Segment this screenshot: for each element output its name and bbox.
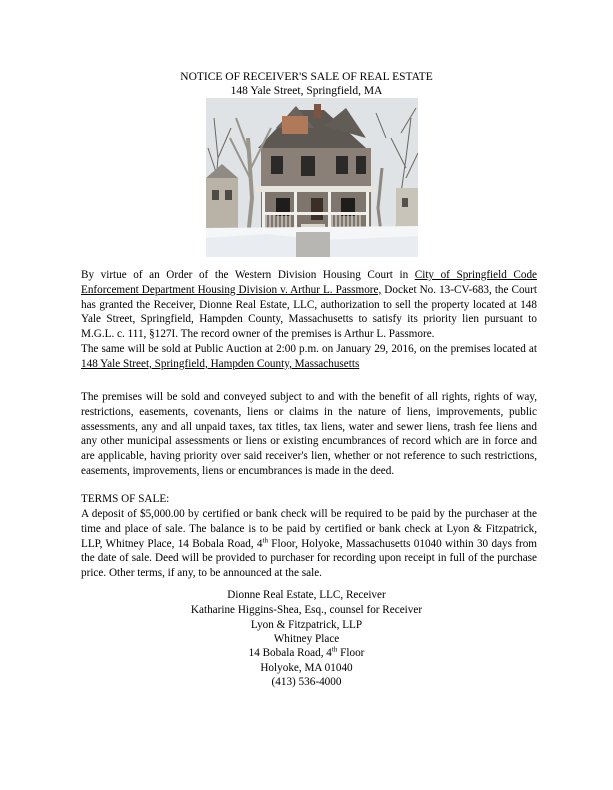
terms-heading: TERMS OF SALE:	[81, 493, 170, 505]
terms-ordinal-suffix: th	[262, 535, 268, 544]
street-part2: Floor	[337, 647, 365, 659]
paragraph-conditions: The premises will be sold and conveyed subject to and with the benefit of all rights, rights of way, restrictions, easements, covenants, liens or claims in the nature of liens, improvements, public assessments, any and all unpaid taxes, tax titles, tax liens, water and sewer liens, trash fee liens and any other municipal assessments or liens or existing encumbrances of record which are in force and are applicable, having priority over said receiver's lien, whether or not reference to such restrictions, easements, improvements, liens or encumbrances is made in the deed.	[81, 391, 537, 477]
signature-place: Whitney Place	[273, 633, 340, 645]
auction-time-text: The same will be sold at Public Auction at 2:00 p.m. on January 29, 2016, on the premises located at	[81, 343, 537, 355]
signature-street	[0, 646, 613, 661]
property-photo	[206, 98, 418, 257]
paragraph-auction	[81, 342, 537, 372]
order-intro-text: By virtue of an Order of the Western Division Housing Court in	[81, 269, 415, 281]
notice-address: 148 Yale Street, Springfield, MA	[230, 85, 383, 97]
order-details-text: Docket No. 13-CV-683, the Court has granted the Receiver, Dionne Real Estate, LLC, authorization to sell the property located at 148 Yale Street, Springfield, Hampden County, Massachusetts to satisfy its priority lien pursuant to M.G.L. c. 111, §127I. The record owner of the premises is Arthur L. Passmore.	[81, 283, 537, 341]
case-name-text: City of Springfield Code Enforcement Department Housing Division v. Arthur L. Passmore,	[81, 269, 538, 296]
signature-receiver: Dionne Real Estate, LLC, Receiver	[227, 589, 386, 601]
notice-title: NOTICE OF RECEIVER'S SALE OF REAL ESTATE	[180, 71, 433, 83]
signature-city: Holyoke, MA 01040	[260, 662, 353, 674]
street-part1: 14 Bobala Road, 4	[248, 647, 332, 659]
auction-location-text: 148 Yale Street, Springfield, Hampden County, Massachusetts	[81, 357, 360, 370]
paragraph-order	[81, 268, 537, 342]
street-ordinal-suffix: th	[331, 645, 338, 654]
terms-text-part2: Floor, Holyoke, Massachusetts 01040 within 30 days from the date of sale. Deed will be provided to purchaser for recording upon receipt in full of the purchase price. Other terms, if any, to be announced at the sale.	[81, 537, 538, 580]
terms-text-part1: A deposit of $5,000.00 by certified or bank check will be required to be paid by the purchaser at the time and place of sale. The balance is to be paid by certified or bank check at Lyon & Fitzpatrick, LLP, Whitney Place, 14 Bobala Road, 4	[81, 508, 537, 550]
signature-counsel: Katharine Higgins-Shea, Esq., counsel for Receiver	[190, 604, 423, 616]
terms-paragraph	[81, 507, 537, 581]
signature-firm: Lyon & Fitzpatrick, LLP	[250, 619, 363, 631]
signature-phone: (413) 536-4000	[271, 676, 342, 688]
